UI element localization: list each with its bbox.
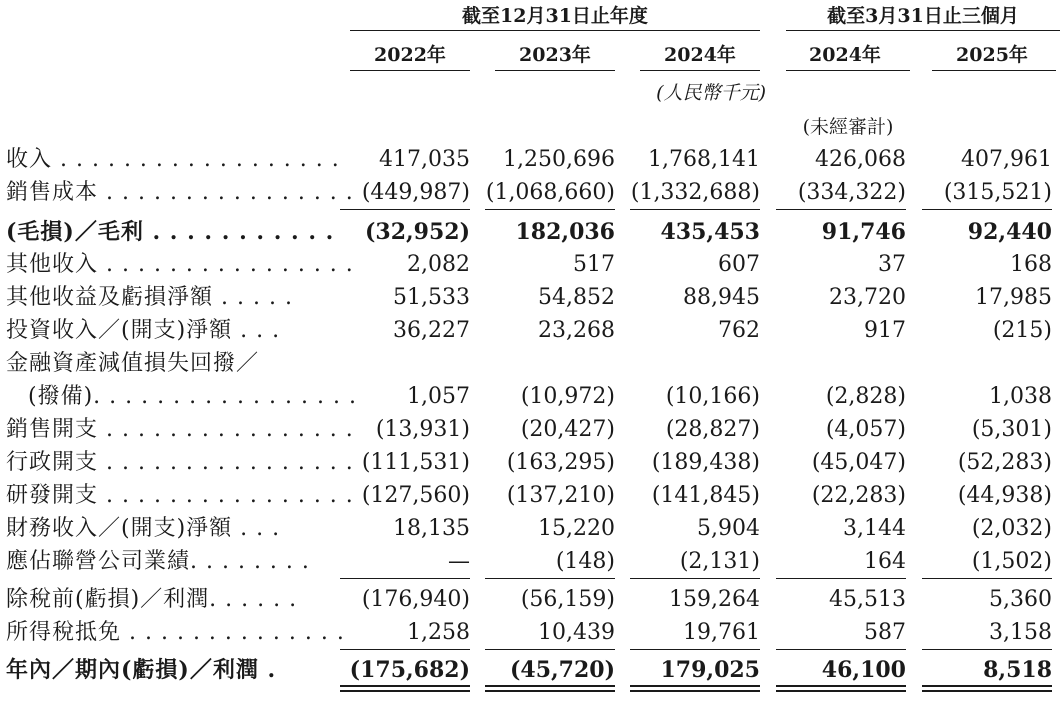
group-rule-year-end [350, 30, 760, 31]
cell-value: 17,985 [975, 285, 1052, 310]
cell-value: 23,268 [538, 318, 615, 343]
cell-value: 51,533 [393, 285, 470, 310]
cell-value: (45,047) [811, 450, 906, 475]
cell-value: 587 [776, 620, 906, 646]
cell-value: 917 [864, 318, 906, 343]
row-label: 除稅前(虧損)／利潤. . . . . . [6, 587, 298, 612]
cell-value: (176,940) [361, 587, 470, 612]
cell-value: (163,295) [506, 450, 615, 475]
cell-value: 23,720 [829, 285, 906, 310]
cell-value: (127,560) [361, 483, 470, 508]
cell-value: (44,938) [957, 483, 1052, 508]
row-label: 銷售成本 . . . . . . . . . . . . . . . . [6, 180, 354, 205]
cell-value: (28,827) [665, 417, 760, 442]
cell-value: 46,100 [776, 657, 906, 683]
cell-value: — [340, 549, 470, 575]
cell-value: 168 [1010, 252, 1052, 277]
cell-value: (449,987) [340, 180, 470, 206]
row-label: 所得稅抵免 . . . . . . . . . . . . . . [6, 620, 345, 645]
cell-value: (215) [992, 318, 1052, 343]
cell-value: (32,952) [364, 219, 470, 245]
cell-value: (20,427) [520, 417, 615, 442]
cell-value: (56,159) [520, 587, 615, 612]
cell-value: 517 [573, 252, 615, 277]
cell-value: 1,038 [989, 384, 1052, 409]
year-rule [932, 70, 1056, 71]
row-label: 其他收入 . . . . . . . . . . . . . . . . [6, 252, 354, 277]
year-header-2024-q1: 2024年 [809, 44, 881, 66]
currency-note: (人民幣千元) [656, 82, 766, 104]
cell-value: 3,158 [922, 620, 1052, 646]
row-label: 年內／期內(虧損)／利潤 . [6, 657, 277, 683]
cell-value: 426,068 [815, 147, 906, 172]
year-header-2024: 2024年 [664, 44, 736, 66]
row-label: (撥備). . . . . . . . . . . . . . . . . [28, 384, 357, 409]
cell-value: (22,283) [811, 483, 906, 508]
cell-value: (334,322) [776, 180, 906, 206]
year-header-2023: 2023年 [519, 44, 591, 66]
row-label: 應佔聯營公司業績. . . . . . . . [6, 549, 310, 574]
group-heading-three-months: 截至3月31日止三個月 [827, 5, 1019, 27]
year-rule [640, 70, 760, 71]
cell-value: (189,438) [651, 450, 760, 475]
cell-value: (2,828) [825, 384, 906, 409]
cell-value: (315,521) [922, 180, 1052, 206]
cell-value: 5,904 [697, 516, 760, 541]
year-header-2022: 2022年 [374, 44, 446, 66]
cell-value: (2,131) [630, 549, 760, 575]
cell-value: (5,301) [971, 417, 1052, 442]
year-rule [350, 70, 470, 71]
cell-value: 10,439 [485, 620, 615, 646]
group-heading-year-end: 截至12月31日止年度 [462, 5, 648, 27]
cell-value: (175,682) [340, 657, 470, 683]
cell-value: 54,852 [538, 285, 615, 310]
cell-value: (52,283) [957, 450, 1052, 475]
cell-value: 19,761 [630, 620, 760, 646]
cell-value: 92,440 [967, 219, 1052, 245]
cell-value: 1,057 [407, 384, 470, 409]
cell-value: 179,025 [630, 657, 760, 683]
cell-value: 18,135 [393, 516, 470, 541]
cell-value: (2,032) [971, 516, 1052, 541]
row-label: 研發開支 . . . . . . . . . . . . . . . . [6, 483, 354, 508]
cell-value: 15,220 [538, 516, 615, 541]
cell-value: 2,082 [407, 252, 470, 277]
row-label: 財務收入／(開支)淨額 . . . [6, 516, 281, 541]
year-rule [495, 70, 615, 71]
cell-value: 91,746 [821, 219, 906, 245]
row-label: 金融資產減值損失回撥／ [6, 351, 260, 376]
cell-value: (1,332,688) [630, 180, 760, 205]
cell-value: (111,531) [361, 450, 470, 475]
cell-value: 36,227 [393, 318, 470, 343]
cell-value: (148) [485, 549, 615, 575]
cell-value: 1,250,696 [503, 147, 615, 172]
row-label: 行政開支 . . . . . . . . . . . . . . . . [6, 450, 354, 475]
cell-value: 8,518 [922, 657, 1052, 683]
cell-value: 45,513 [829, 587, 906, 612]
cell-value: (4,057) [825, 417, 906, 442]
cell-value: (137,210) [506, 483, 615, 508]
cell-value: 3,144 [843, 516, 906, 541]
cell-value: (141,845) [651, 483, 760, 508]
cell-value: 37 [878, 252, 906, 277]
cell-value: 417,035 [379, 147, 470, 172]
cell-value: 88,945 [683, 285, 760, 310]
year-rule [786, 70, 910, 71]
cell-value: 1,768,141 [648, 147, 760, 172]
row-label: 收入 . . . . . . . . . . . . . . . . . . [6, 147, 340, 172]
cell-value: 159,264 [669, 587, 760, 612]
cell-value: 1,258 [340, 620, 470, 646]
year-header-2025-q1: 2025年 [956, 44, 1028, 66]
cell-value: 762 [718, 318, 760, 343]
cell-value: 407,961 [961, 147, 1052, 172]
cell-value: (10,972) [520, 384, 615, 409]
row-label: 銷售開支 . . . . . . . . . . . . . . . . [6, 417, 354, 442]
cell-value: (13,931) [375, 417, 470, 442]
cell-value: (1,068,660) [485, 180, 615, 205]
cell-value: 182,036 [515, 219, 615, 245]
unaudited-note: (未經審計) [802, 116, 894, 138]
cell-value: (45,720) [485, 657, 615, 683]
cell-value: 164 [776, 549, 906, 575]
row-label: (毛損)／毛利 . . . . . . . . . . . [6, 219, 335, 245]
group-rule-three-months [786, 30, 1060, 31]
cell-value: 607 [718, 252, 760, 277]
cell-value: (10,166) [665, 384, 760, 409]
cell-value: 5,360 [989, 587, 1052, 612]
row-label: 投資收入／(開支)淨額 . . . [6, 318, 281, 343]
row-label: 其他收益及虧損淨額 . . . . . [6, 285, 293, 310]
cell-value: (1,502) [922, 549, 1052, 575]
cell-value: 435,453 [660, 219, 760, 245]
